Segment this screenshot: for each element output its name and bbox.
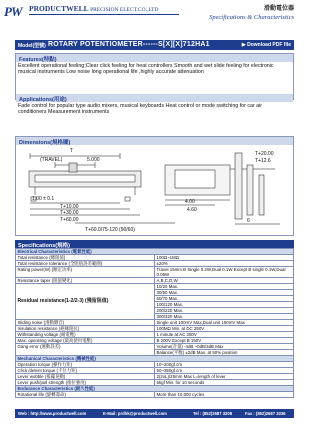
spec-title: Specifications(規格) (15, 240, 294, 248)
download-pdf-link[interactable]: ▶ Download PDF file (241, 41, 291, 48)
dim-five-label: 5.000 (87, 157, 100, 163)
table-row: Insulation resistance (絕緣阻抗) 100MΩ Min. at DC 250V (16, 326, 294, 332)
footer-email-link[interactable]: E-Mail: prdhk@productwell.com (103, 411, 167, 416)
residual-row: Residual resistance(1-2/2-3) (殘留阻值) 10/20 Max. (16, 284, 294, 290)
residual-row: 300/320 Max. (16, 314, 294, 320)
table-row: Rating power(W) (額定功率) Travel 15mm B Single 0.2W,Dual 0.1W Except B single 0.1W,Dual 0.05W (16, 267, 294, 278)
spec-table (15, 248, 294, 398)
electrical-heading-row: Electrical Characteristics (電氣性能) (16, 249, 294, 255)
features-text: Excellent operational feeling;Clear click feeling for heat controllers Smooth and wet slide feeling for electronic musical instruments Low noise long operational life ,highly accurate attenuation (18, 63, 274, 76)
residual-label: Residual resistance(1-2/2-3) (殘留阻值) (16, 284, 155, 320)
dim-t30-label: T+30.00 (60, 210, 79, 216)
residual-row: 50/70 Max. (16, 296, 294, 302)
applications-heading: Applications(用途) (16, 94, 293, 102)
table-row: Gang error (連動誤差) Volume(音量) -4dB ~0dB/3dB Max (16, 344, 294, 350)
dimension-drawing (15, 145, 294, 236)
residual-row: 200/220 Max. (16, 308, 294, 314)
table-row: Total resistance tolerance (全阻值誤差範圍) ±20% (16, 261, 294, 267)
page-footer (15, 409, 294, 418)
header-divider (29, 14, 179, 15)
table-row: Lever push/pull strength (推拉強度) 5kgf Min. for 10 seconds (16, 380, 294, 386)
model-title: ROTARY POTENTIOMETER------S[X][X]712HA1 (48, 40, 210, 48)
dim-center-label: T+60.0/75-120 (90/60) (85, 227, 135, 233)
dim-four-label: 4.00 (185, 199, 195, 205)
table-row: Total resistance (總阻值) 100Ω~1MΩ (16, 255, 294, 261)
table-row: Sliding noise (滑動雜音) Single unit 100mV Max,Dual unit 150mV Max (16, 320, 294, 326)
table-row: Max. operating voltage (最高使用電壓) B 200V Except B 150V (16, 338, 294, 344)
dim-t126-label: T+12.6 (255, 158, 271, 164)
dim-t-label: T (70, 148, 74, 154)
table-row: Operation torque (操作力矩) 10~200gf.cm (16, 362, 294, 368)
page-header (0, 0, 300, 30)
footer-web-link[interactable]: Web : http://www.productwell.com (18, 411, 87, 416)
table-row: Withstanding voltage (耐電壓) 1 minute at AC 250V (16, 332, 294, 338)
company-name: PRODUCTWELL PRECISION ELECT.CO.,LTD (29, 4, 159, 13)
dim-one-label: 1.00 ± 0.1 (32, 196, 55, 202)
table-row: Balance(平衡) ±2dB Max. at 50% position (16, 350, 294, 356)
chinese-title: 滑動電位器 (263, 6, 294, 12)
features-heading: Features(特點) (16, 54, 293, 62)
model-label: Model(型號) (18, 42, 46, 49)
mechanical-heading-row: Mechanical Characteristics (機械性能) (16, 356, 294, 362)
footer-tel: Tel : (852)2687 3208 (193, 411, 233, 416)
dim-six-label: 6 (247, 218, 250, 224)
dim-travel-label: (TRAVEL) (40, 157, 63, 163)
spec-subtitle: Specifications & Characteristics (209, 14, 294, 21)
applications-text: Fade control for popular type audio mixers, musical keyboards Heat control or mode switching for car air conditioners Measurement instruments (18, 103, 263, 116)
residual-row: 30/50 Max. (16, 290, 294, 296)
footer-fax: Fax : (852)2687 3336 (245, 411, 286, 416)
table-row: Rotational life (旋轉壽命) More than 10,000 cycles (16, 392, 294, 398)
dim-t10-label: T+10.00 (60, 204, 79, 210)
company-logo: PW (4, 4, 22, 19)
dim-t60-label: T+60.00 (60, 217, 79, 223)
residual-row: 100/120 Max. (16, 302, 294, 308)
endurance-heading-row: Endurance Characteristics (耐久性能) (16, 386, 294, 392)
dim-t20-label: T+20.00 (255, 151, 274, 157)
table-row: Resistance taper (阻值變化) A,B,C,D,W (16, 278, 294, 284)
dim-four6-label: 4.60 (187, 207, 197, 213)
model-bar (15, 40, 294, 50)
table-row: Lever wobble (搖擺晃動) 2(2xL)/25mm Max L=length of lever (16, 374, 294, 380)
table-row: Click /detent torque (卡位力矩) 50~350gf.cm (16, 368, 294, 374)
dimensions-heading: Dimensions(規格圖) (16, 137, 293, 145)
